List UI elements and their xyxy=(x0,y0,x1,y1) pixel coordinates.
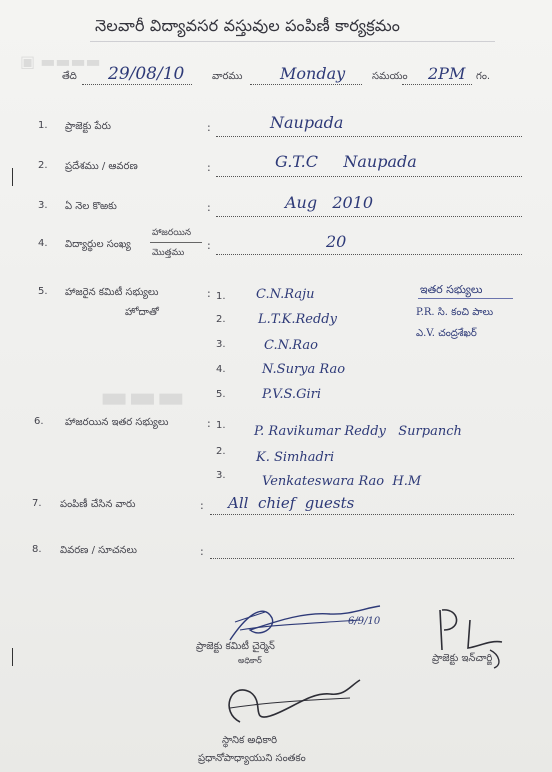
row-line xyxy=(216,216,522,217)
time-suffix: గం. xyxy=(476,71,491,82)
margin-mark xyxy=(12,168,13,186)
list-item: P. Ravikumar Reddy Surpanch xyxy=(254,424,462,439)
row-number: 1. xyxy=(38,120,48,131)
row-label: హాజరయిన ఇతర సభ్యులు xyxy=(65,417,169,428)
list-item: C.N.Raju xyxy=(256,287,315,302)
row-colon: : xyxy=(207,417,211,430)
row-colon: : xyxy=(207,121,211,134)
row-line xyxy=(216,136,522,137)
weekday-label: వారము xyxy=(212,71,243,82)
bottom-caption: స్థానిక అధికారి xyxy=(222,735,278,746)
bottom-signature xyxy=(210,672,370,732)
row-label-bottom: మొత్తము xyxy=(152,248,185,258)
row-label: విద్యార్థుల సంఖ్య xyxy=(65,239,131,250)
row-label: హాజరైన కమిటీ సభ్యులు xyxy=(65,287,159,298)
list-item: L.T.K.Reddy xyxy=(258,312,337,327)
bleed-through-text: ▣ ▬▬▬▬ xyxy=(20,52,101,71)
time-line xyxy=(402,84,472,85)
distributed-by-value: All chief guests xyxy=(228,494,355,512)
committee-note-underline xyxy=(418,298,513,299)
committee-note-line: ఇతర సభ్యులు xyxy=(420,283,483,296)
list-item-number: 2. xyxy=(216,446,226,457)
chair-date: 6/9/10 xyxy=(348,616,381,627)
list-item: Venkateswara Rao H.M xyxy=(262,474,422,489)
row-number: 4. xyxy=(38,238,48,249)
row-number: 5. xyxy=(38,286,48,297)
row-label: వివరణ / సూచనలు xyxy=(60,545,138,556)
row-line xyxy=(216,176,522,177)
student-count-value: 20 xyxy=(326,232,347,251)
row-sublabel: హోదాతో xyxy=(125,307,159,318)
form-title: నెలవారీ విద్యావసర వస్తువుల పంపిణీ కార్యక్రమం xyxy=(95,16,401,35)
list-item: P.V.S.Giri xyxy=(262,387,321,402)
list-item-number: 1. xyxy=(216,291,226,302)
list-item: K. Simhadri xyxy=(256,450,335,465)
row-colon: : xyxy=(207,161,211,174)
bottom-caption-sub: ప్రధానోపాధ్యాయుని సంతకం xyxy=(198,753,306,764)
row-number: 7. xyxy=(32,498,42,509)
row-label: ఏ నెల కొఱకు xyxy=(65,201,117,212)
row-label-top: హాజరయిన xyxy=(152,228,192,238)
incharge-caption: ప్రాజెక్టు ఇన్‌చార్జి xyxy=(432,653,493,664)
month-value: Aug 2010 xyxy=(285,193,374,212)
row-number: 6. xyxy=(34,416,44,427)
row-number: 2. xyxy=(38,160,48,171)
date-line xyxy=(82,84,192,85)
row-number: 8. xyxy=(32,544,42,555)
weekday-value: Monday xyxy=(280,64,346,83)
row-colon: : xyxy=(200,545,204,558)
list-item-number: 4. xyxy=(216,364,226,375)
list-item-number: 1. xyxy=(216,420,226,431)
date-label: తేది xyxy=(62,71,77,82)
list-item-number: 2. xyxy=(216,314,226,325)
committee-note-line: P.R. సి. కంచి పాలు xyxy=(416,307,494,318)
row-label: ప్రాజెక్టు పేరు xyxy=(65,121,111,132)
committee-note-line: ఎ.V. చంద్రశేఖర్ xyxy=(416,328,477,339)
row-line xyxy=(210,558,514,559)
row-colon: : xyxy=(207,239,211,252)
list-item-number: 5. xyxy=(216,389,226,400)
row-colon: : xyxy=(207,201,211,214)
date-value: 29/08/10 xyxy=(108,64,185,84)
list-item-number: 3. xyxy=(216,470,226,481)
location-value: G.T.C Naupada xyxy=(275,152,417,171)
time-value: 2PM xyxy=(428,64,466,83)
bleed-through-text: ▬▬▬ xyxy=(100,380,186,415)
row-label: పంపిణీ చేసిన వారు xyxy=(60,499,136,510)
weekday-line xyxy=(250,84,362,85)
row-colon: : xyxy=(207,287,211,300)
chair-caption: ప్రాజెక్టు కమిటీ చైర్మెన్ xyxy=(196,641,275,652)
margin-mark xyxy=(12,648,13,666)
list-item: C.N.Rao xyxy=(264,338,318,353)
title-underline xyxy=(90,41,495,42)
list-item: N.Surya Rao xyxy=(262,362,346,377)
row-colon: : xyxy=(200,499,204,512)
project-name-value: Naupada xyxy=(270,113,344,132)
row-line xyxy=(210,514,514,515)
row-line xyxy=(216,254,522,255)
row-number: 3. xyxy=(38,200,48,211)
row-label: ప్రదేశము / ఆవరణ xyxy=(65,161,138,172)
chair-caption-sub: అధికార్ xyxy=(238,656,262,665)
time-label: సమయం xyxy=(372,71,408,82)
fraction-line xyxy=(150,242,202,243)
list-item-number: 3. xyxy=(216,339,226,350)
